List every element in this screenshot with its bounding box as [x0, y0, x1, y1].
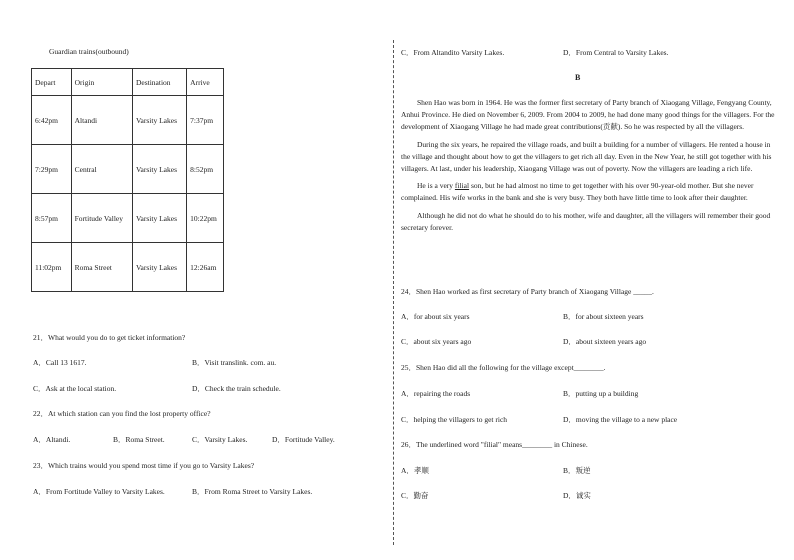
cell-destination: Varsity Lakes — [132, 96, 186, 145]
cell-arrive: 10:22pm — [187, 194, 224, 243]
q24-option-b[interactable]: B．for about sixteen years — [563, 312, 644, 321]
cell-depart: 8:57pm — [32, 194, 72, 243]
q23-option-d[interactable]: D．From Central to Varsity Lakes. — [563, 48, 669, 57]
question-24-stem: 24．Shen Hao worked as first secretary of Party branch of Xiaogang Village _____. — [401, 287, 654, 296]
q24-option-c[interactable]: C．about six years ago — [401, 337, 472, 346]
question-23-stem: 23．Which trains would you spend most time if you go to Varsity Lakes? — [33, 461, 255, 470]
q21-option-b[interactable]: B．Visit translink. com. au. — [192, 358, 277, 367]
question-26-stem: 26．The underlined word "filial" means________ in Chinese. — [401, 440, 588, 449]
q21-option-a[interactable]: A．Call 13 1617. — [33, 358, 87, 367]
passage-paragraph-4: Although he did not do what he should do to his mother, wife and daughter, all the villagers will remember their good secretary forever. — [401, 210, 771, 232]
question-21-stem: 21．What would you do to get ticket information? — [33, 333, 186, 342]
cell-depart: 11:02pm — [32, 243, 72, 292]
question-22-stem: 22．At which station can you find the lost property office? — [33, 409, 211, 418]
cell-depart: 6:42pm — [32, 96, 72, 145]
q26-option-a[interactable]: A．孝顺 — [401, 466, 429, 475]
table-row — [32, 145, 224, 194]
q21-option-d[interactable]: D．Check the train schedule. — [192, 384, 281, 393]
underlined-word: filial — [454, 181, 470, 191]
cell-destination: Varsity Lakes — [132, 243, 186, 292]
cell-depart: 7:29pm — [32, 145, 72, 194]
q25-option-c[interactable]: C．helping the villagers to get rich — [401, 415, 508, 424]
q23-option-c[interactable]: C．From Altandito Varsity Lakes. — [401, 48, 505, 57]
q26-option-c[interactable]: C．勤奋 — [401, 491, 429, 500]
cell-origin: Central — [71, 145, 132, 194]
q26-option-b[interactable]: B．叛逆 — [563, 466, 591, 475]
q23-option-a[interactable]: A．From Fortitude Valley to Varsity Lakes. — [33, 487, 165, 496]
train-timetable — [31, 68, 224, 292]
p3-text-after: son, but he had almost no time to get together with his over 90-year-old mother. But she never complained. His wife works in the bank and she is very busy. They both have little time to look after their daughter. — [401, 181, 754, 203]
table-row — [32, 194, 224, 243]
passage-paragraph-3 — [401, 180, 778, 204]
table-row — [32, 243, 224, 292]
q21-option-c[interactable]: C．Ask at the local station. — [33, 384, 117, 393]
q26-option-d[interactable]: D．诚实 — [563, 491, 591, 500]
q24-option-d[interactable]: D．about sixteen years ago — [563, 337, 647, 346]
q22-option-b[interactable]: B．Roma Street. — [113, 435, 165, 444]
cell-destination: Varsity Lakes — [132, 145, 186, 194]
q23-option-b[interactable]: B．From Roma Street to Varsity Lakes. — [192, 487, 313, 496]
header-depart: Depart — [32, 69, 72, 96]
cell-arrive: 7:37pm — [187, 96, 224, 145]
reading-passage — [401, 97, 778, 239]
table-header-row — [32, 69, 224, 96]
passage-paragraph-1: Shen Hao was born in 1964. He was the former first secretary of Party branch of Xiaogang Village, Fengyang County, Anhui Province. He died on November 6, 2009. From 2004 to 2009, he had done many good things for the villagers. For the development of Xiaogang Village he had made great contributions(贡献). So he was respected by all the villagers. — [401, 98, 775, 132]
cell-origin: Fortitude Valley — [71, 194, 132, 243]
q25-option-b[interactable]: B．putting up a building — [563, 389, 639, 398]
table-caption: Guardian trains(outbound) — [49, 47, 129, 56]
section-label: B — [575, 73, 581, 82]
q22-option-a[interactable]: A．Altandi. — [33, 435, 71, 444]
q22-option-c[interactable]: C．Varsity Lakes. — [192, 435, 248, 444]
p3-text-before: He is a very — [417, 181, 455, 191]
cell-origin: Altandi — [71, 96, 132, 145]
header-arrive: Arrive — [187, 69, 224, 96]
q25-option-d[interactable]: D．moving the village to a new place — [563, 415, 678, 424]
question-25-stem: 25．Shen Hao did all the following for the village except________. — [401, 363, 606, 372]
cell-arrive: 8:52pm — [187, 145, 224, 194]
q22-option-d[interactable]: D．Fortitude Valley. — [272, 435, 335, 444]
header-origin: Origin — [71, 69, 132, 96]
passage-paragraph-2: During the six years, he repaired the village roads, and built a building for a number of villagers. He rented a house in the village and thought about how to get the villagers to get rich all day. Even in the New Year, he still got together with his villagers. At last, under his leadership, Xiaogang Village was out of poverty. Now the villagers are leading a rich life. — [401, 139, 772, 174]
cell-destination: Varsity Lakes — [132, 194, 186, 243]
q24-option-a[interactable]: A．for about six years — [401, 312, 470, 321]
cell-origin: Roma Street — [71, 243, 132, 292]
cell-arrive: 12:26am — [187, 243, 224, 292]
header-destination: Destination — [132, 69, 186, 96]
column-divider — [393, 40, 394, 545]
table-row — [32, 96, 224, 145]
q25-option-a[interactable]: A．repairing the roads — [401, 389, 471, 398]
